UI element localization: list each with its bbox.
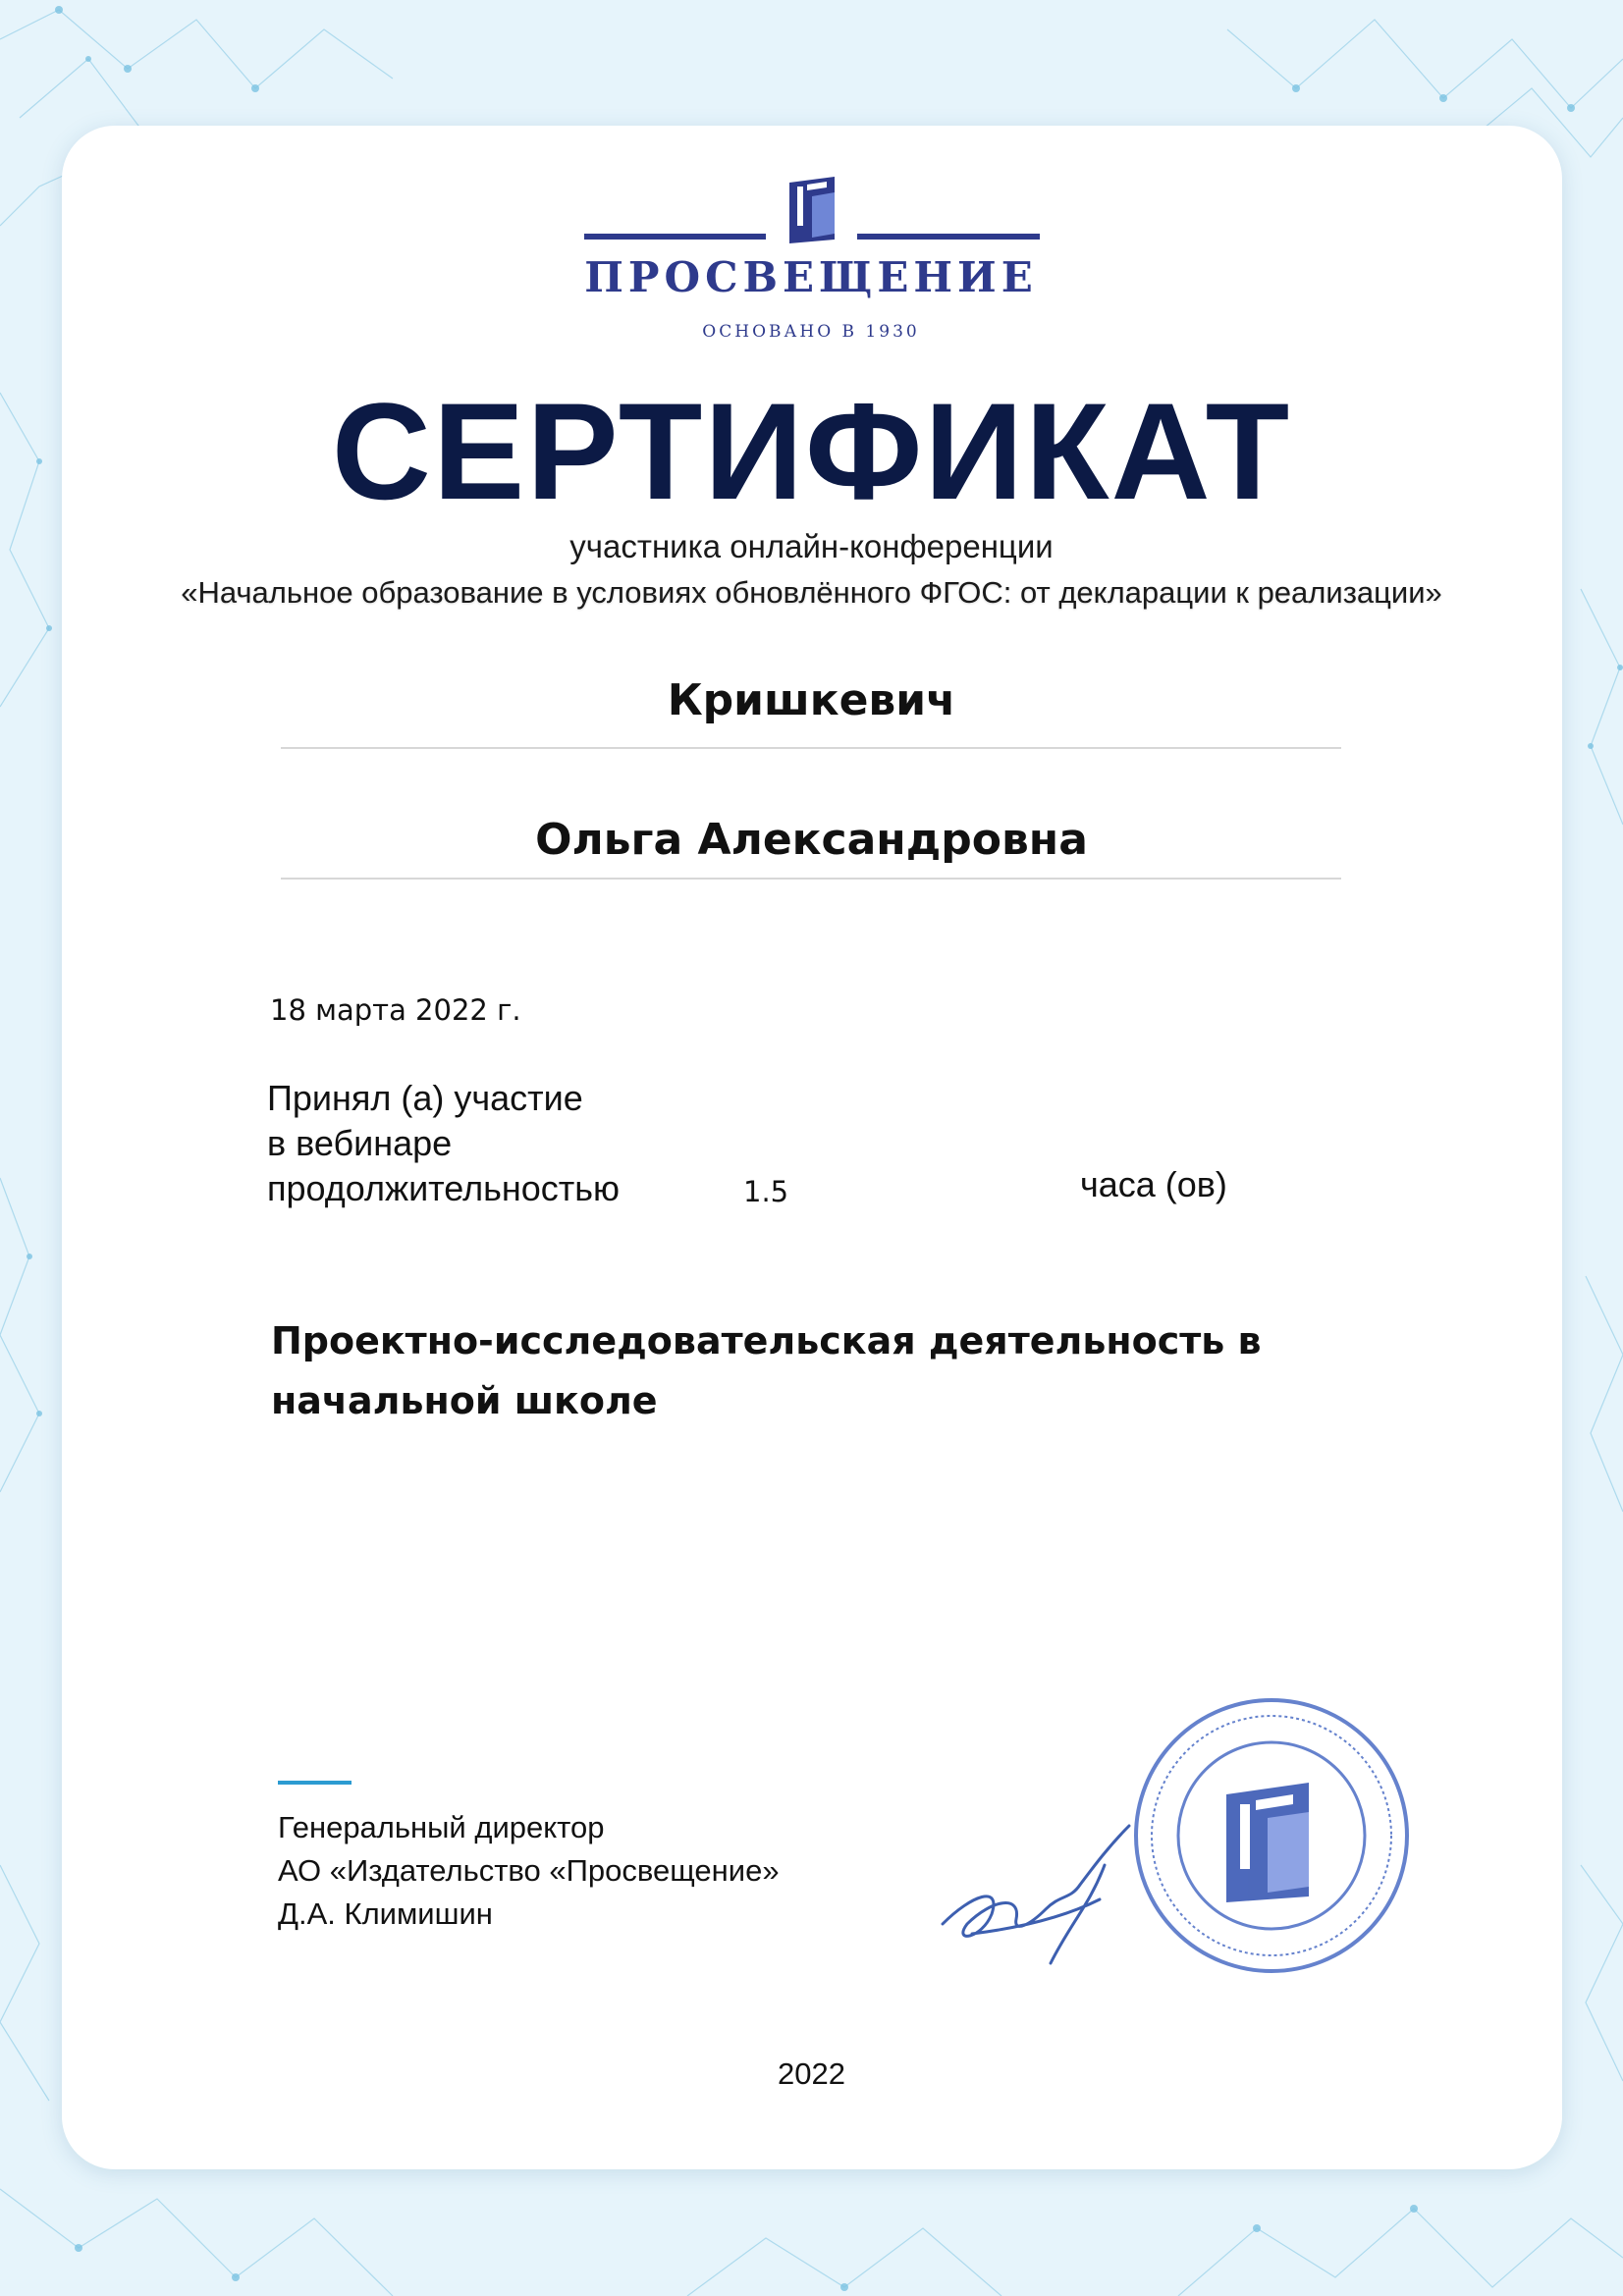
- duration-value: 1.5: [743, 1175, 789, 1208]
- participation-line: в вебинаре: [267, 1123, 453, 1163]
- accent-rule: [278, 1781, 352, 1785]
- certificate-title: СЕРТИФИКАТ: [331, 374, 1292, 528]
- logo-rule-left: [584, 234, 766, 240]
- certificate-subtitle: участника онлайн-конференции: [569, 528, 1054, 564]
- logo-rule-right: [857, 234, 1040, 240]
- signatory-position: Генеральный директор: [278, 1810, 605, 1844]
- signatory-organization: АО «Издательство «Просвещение»: [278, 1853, 780, 1888]
- participant-surname: Кришкевич: [667, 675, 956, 725]
- duration-unit: часа (ов): [1080, 1164, 1227, 1204]
- participation-text: [267, 1076, 620, 1211]
- certificate-year: 2022: [778, 2056, 845, 2091]
- publisher-founded: ОСНОВАНО В 1930: [702, 322, 920, 342]
- publisher-name: ПРОСВЕЩЕНИЕ: [584, 253, 1038, 301]
- signatory-name: Д.А. Климишин: [278, 1896, 493, 1931]
- ip-logo-icon: [785, 175, 839, 245]
- surname-underline: [281, 747, 1341, 749]
- event-date: 18 марта 2022 г.: [270, 993, 521, 1027]
- webinar-topic: Проектно-исследовательская деятельность в начальной школе: [271, 1319, 1262, 1422]
- conference-name: «Начальное образование в условиях обновлённого ФГОС: от декларации к реализации»: [181, 575, 1442, 610]
- participant-name: Ольга Александровна: [535, 815, 1088, 865]
- official-stamp: [1124, 1688, 1419, 1983]
- participation-line: продолжительностью: [267, 1168, 620, 1208]
- name-underline: [281, 878, 1341, 880]
- signatory-block: [278, 1806, 780, 1936]
- participation-line: Принял (а) участие: [267, 1078, 583, 1118]
